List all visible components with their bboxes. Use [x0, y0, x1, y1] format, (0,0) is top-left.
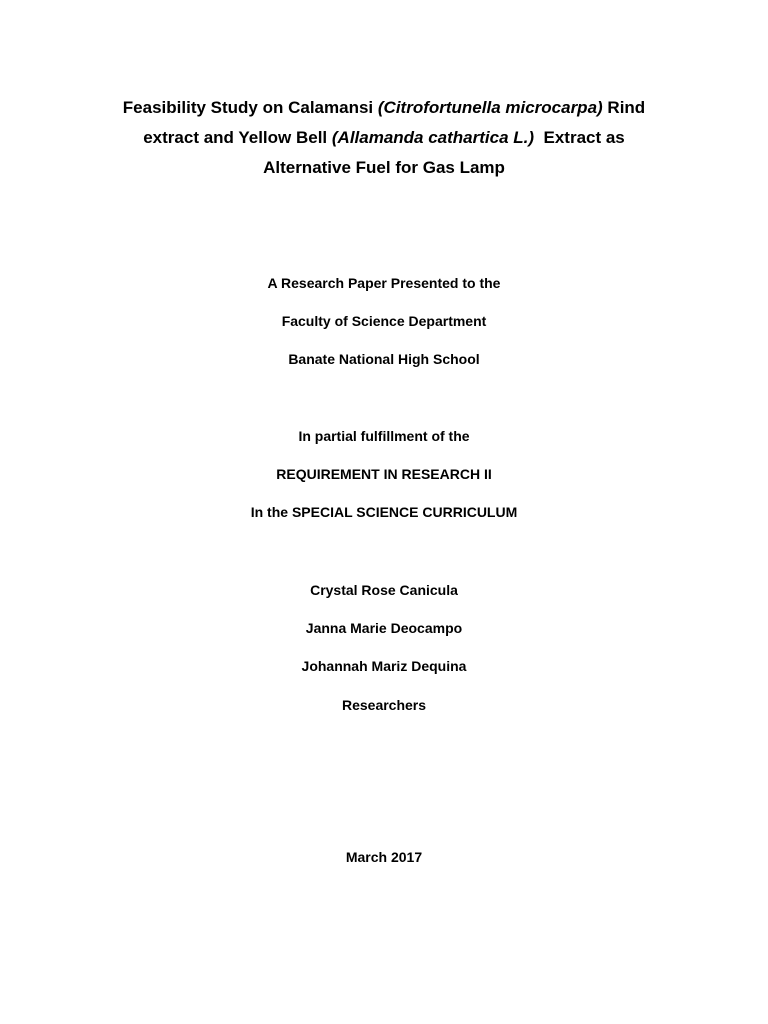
department-line: Faculty of Science Department	[281, 313, 487, 329]
title-line-2-text-b: Extract as	[534, 128, 625, 147]
title-line-1-scientific-name: (Citrofortunella microcarpa)	[377, 98, 603, 117]
title-line-2-scientific-name: (Allamanda cathartica L.)	[331, 128, 535, 147]
title-line-3: Alternative Fuel for Gas Lamp	[263, 158, 505, 177]
title-line-1-text-b: Rind	[602, 98, 646, 117]
document-date: March 2017	[345, 849, 423, 865]
requirement-line: REQUIREMENT IN RESEARCH II	[276, 466, 492, 482]
researcher-name-1: Crystal Rose Canicula	[310, 582, 458, 598]
researcher-name-3: Johannah Mariz Dequina	[301, 658, 467, 674]
title-line-2-text-a: extract and Yellow Bell	[143, 128, 332, 147]
title-line-1-text-a: Feasibility Study on Calamansi	[122, 98, 378, 117]
school-line: Banate National High School	[288, 351, 480, 367]
researchers-label: Researchers	[341, 697, 427, 713]
title-line-2	[60, 123, 708, 153]
curriculum-line: In the SPECIAL SCIENCE CURRICULUM	[250, 504, 518, 520]
title-line-1	[60, 93, 708, 123]
fulfillment-line: In partial fulfillment of the	[298, 428, 470, 444]
document-title	[60, 93, 708, 183]
presented-to-line: A Research Paper Presented to the	[267, 275, 501, 291]
researcher-name-2: Janna Marie Deocampo	[305, 620, 463, 636]
